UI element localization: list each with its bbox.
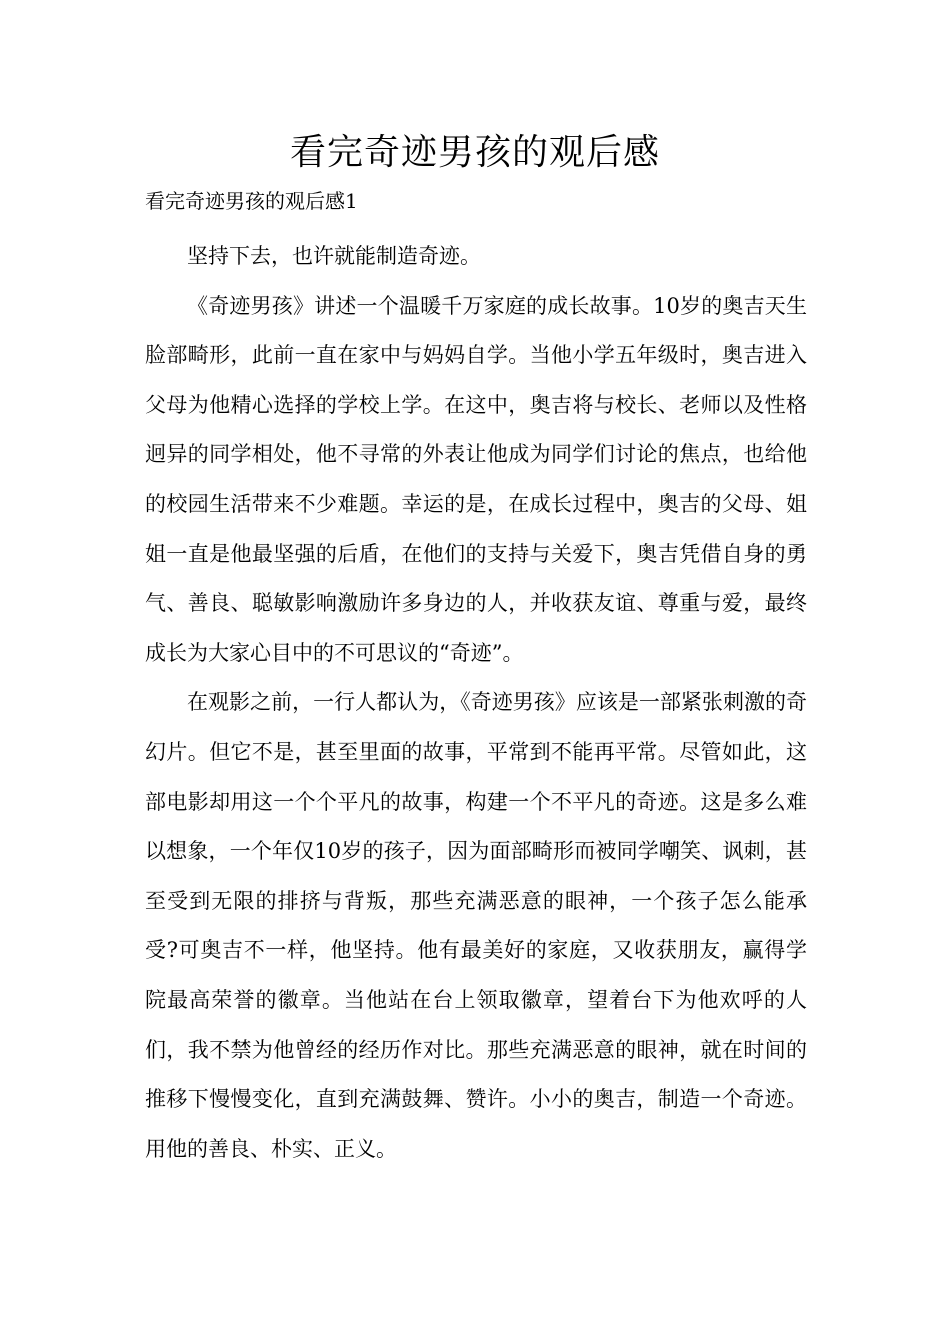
paragraph: 《奇迹男孩》讲述一个温暖千万家庭的成长故事。10岁的奥吉天生脸部畸形，此前一直在家中与妈妈自学。当他小学五年级时，奥吉进入父母为他精心选择的学校上学。在这中，奥吉将与校长、老师以及性格迥异的同学相处，他不寻常的外表让他成为同学们讨论的焦点，也给他的校园生活带来不少难题。幸运的是，在成长过程中，奥吉的父母、姐姐一直是他最坚强的后盾，在他们的支持与关爱下，奥吉凭借自身的勇气、善良、聪敏影响激励许多身边的人，并收获友谊、尊重与爱，最终成长为大家心目中的不可思议的“奇迹”。: [145, 293, 807, 665]
paragraph: 在观影之前，一行人都认为，《奇迹男孩》应该是一部紧张刺激的奇幻片。但它不是，甚至里面的故事，平常到不能再平常。尽管如此，这部电影却用这一个个平凡的故事，构建一个不平凡的奇迹。这是多么难以想象，一个年仅10岁的孩子，因为面部畸形而被同学嘲笑、讽刺，甚至受到无限的排挤与背叛，那些充满恶意的眼神，一个孩子怎么能承受?可奥吉不一样，他坚持。他有最美好的家庭，又收获朋友，赢得学院最高荣誉的徽章。当他站在台上领取徽章，望着台下为他欢呼的人们，我不禁为他曾经的经历作对比。那些充满恶意的眼神，就在时间的推移下慢慢变化，直到充满鼓舞、赞许。小小的奥吉，制造一个奇迹。用他的善良、朴实、正义。: [145, 690, 807, 1161]
paragraph: 坚持下去，也许就能制造奇迹。: [187, 244, 481, 268]
document-title: 看完奇迹男孩的观后感: [289, 132, 660, 173]
section-heading: 看完奇迹男孩的观后感1: [145, 189, 358, 213]
document-body: [145, 232, 807, 1174]
